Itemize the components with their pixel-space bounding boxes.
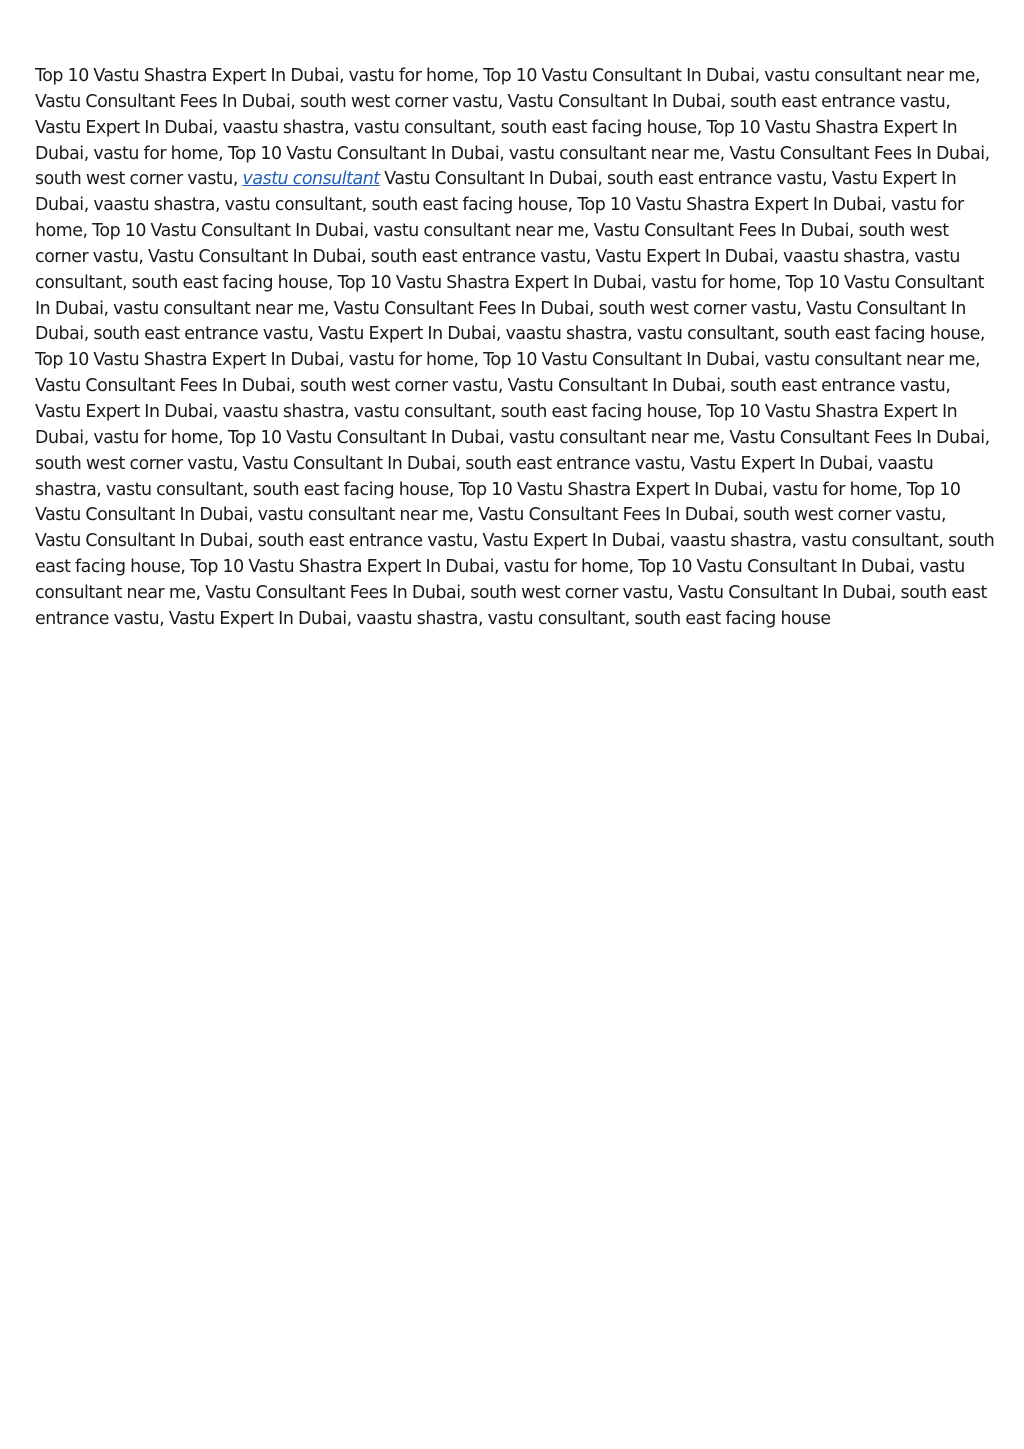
body-paragraph — [35, 64, 995, 633]
paragraph-text-after-link: Vastu Consultant In Dubai, south east entrance vastu, Vastu Expert In Dubai, vaastu shastra, vastu consultant, south east facing house, Top 10 Vastu Shastra Expert In Dubai, vastu for home, Top 10 Vastu Consultant In Dubai, vastu consultant near me, Vastu Consultant Fees In Dubai, south west corner vastu, Vastu Consultant In Dubai, south east entrance vastu, Vastu Expert In Dubai, vaastu shastra, vastu consultant, south east facing house, Top 10 Vastu Shastra Expert In Dubai, vastu for home, Top 10 Vastu Consultant In Dubai, vastu consultant near me, Vastu Consultant Fees In Dubai, south west corner vastu, Vastu Consultant In Dubai, south east entrance vastu, Vastu Expert In Dubai, vaastu shastra, vastu consultant, south east facing house, Top 10 Vastu Shastra Expert In Dubai, vastu for home, Top 10 Vastu Consultant In Dubai, vastu consultant near me, Vastu Consultant Fees In Dubai, south west corner vastu, Vastu Consultant In Dubai, south east entrance vastu, Vastu Expert In Dubai, vaastu shastra, vastu consultant, south east facing house, Top 10 Vastu Shastra Expert In Dubai, vastu for home, Top 10 Vastu Consultant In Dubai, vastu consultant near me, Vastu Consultant Fees In Dubai, south west corner vastu, Vastu Consultant In Dubai, south east entrance vastu, Vastu Expert In Dubai, vaastu shastra, vastu consultant, south east facing house, Top 10 Vastu Shastra Expert In Dubai, vastu for home, Top 10 Vastu Consultant In Dubai, vastu consultant near me, Vastu Consultant Fees In Dubai, south west corner vastu, Vastu Consultant In Dubai, south east entrance vastu, Vastu Expert In Dubai, vaastu shastra, vastu consultant, south east facing house, Top 10 Vastu Shastra Expert In Dubai, vastu for home, Top 10 Vastu Consultant In Dubai, vastu consultant near me, Vastu Consultant Fees In Dubai, south west corner vastu, Vastu Consultant In Dubai, south east entrance vastu, Vastu Expert In Dubai, vaastu shastra, vastu consultant, south east facing house — [35, 169, 995, 629]
paragraph-text-before-link: Top 10 Vastu Shastra Expert In Dubai, vastu for home, Top 10 Vastu Consultant In Dubai, vastu consultant near me, Vastu Consultant Fees In Dubai, south west corner vastu, Vastu Consultant In Dubai, south east entrance vastu, Vastu Expert In Dubai, vaastu shastra, vastu consultant, south east facing house, Top 10 Vastu Shastra Expert In Dubai, vastu for home, Top 10 Vastu Consultant In Dubai, vastu consultant near me, Vastu Consultant Fees In Dubai, south west corner vastu, — [35, 66, 990, 190]
vastu-consultant-link[interactable]: vastu consultant — [242, 169, 380, 190]
